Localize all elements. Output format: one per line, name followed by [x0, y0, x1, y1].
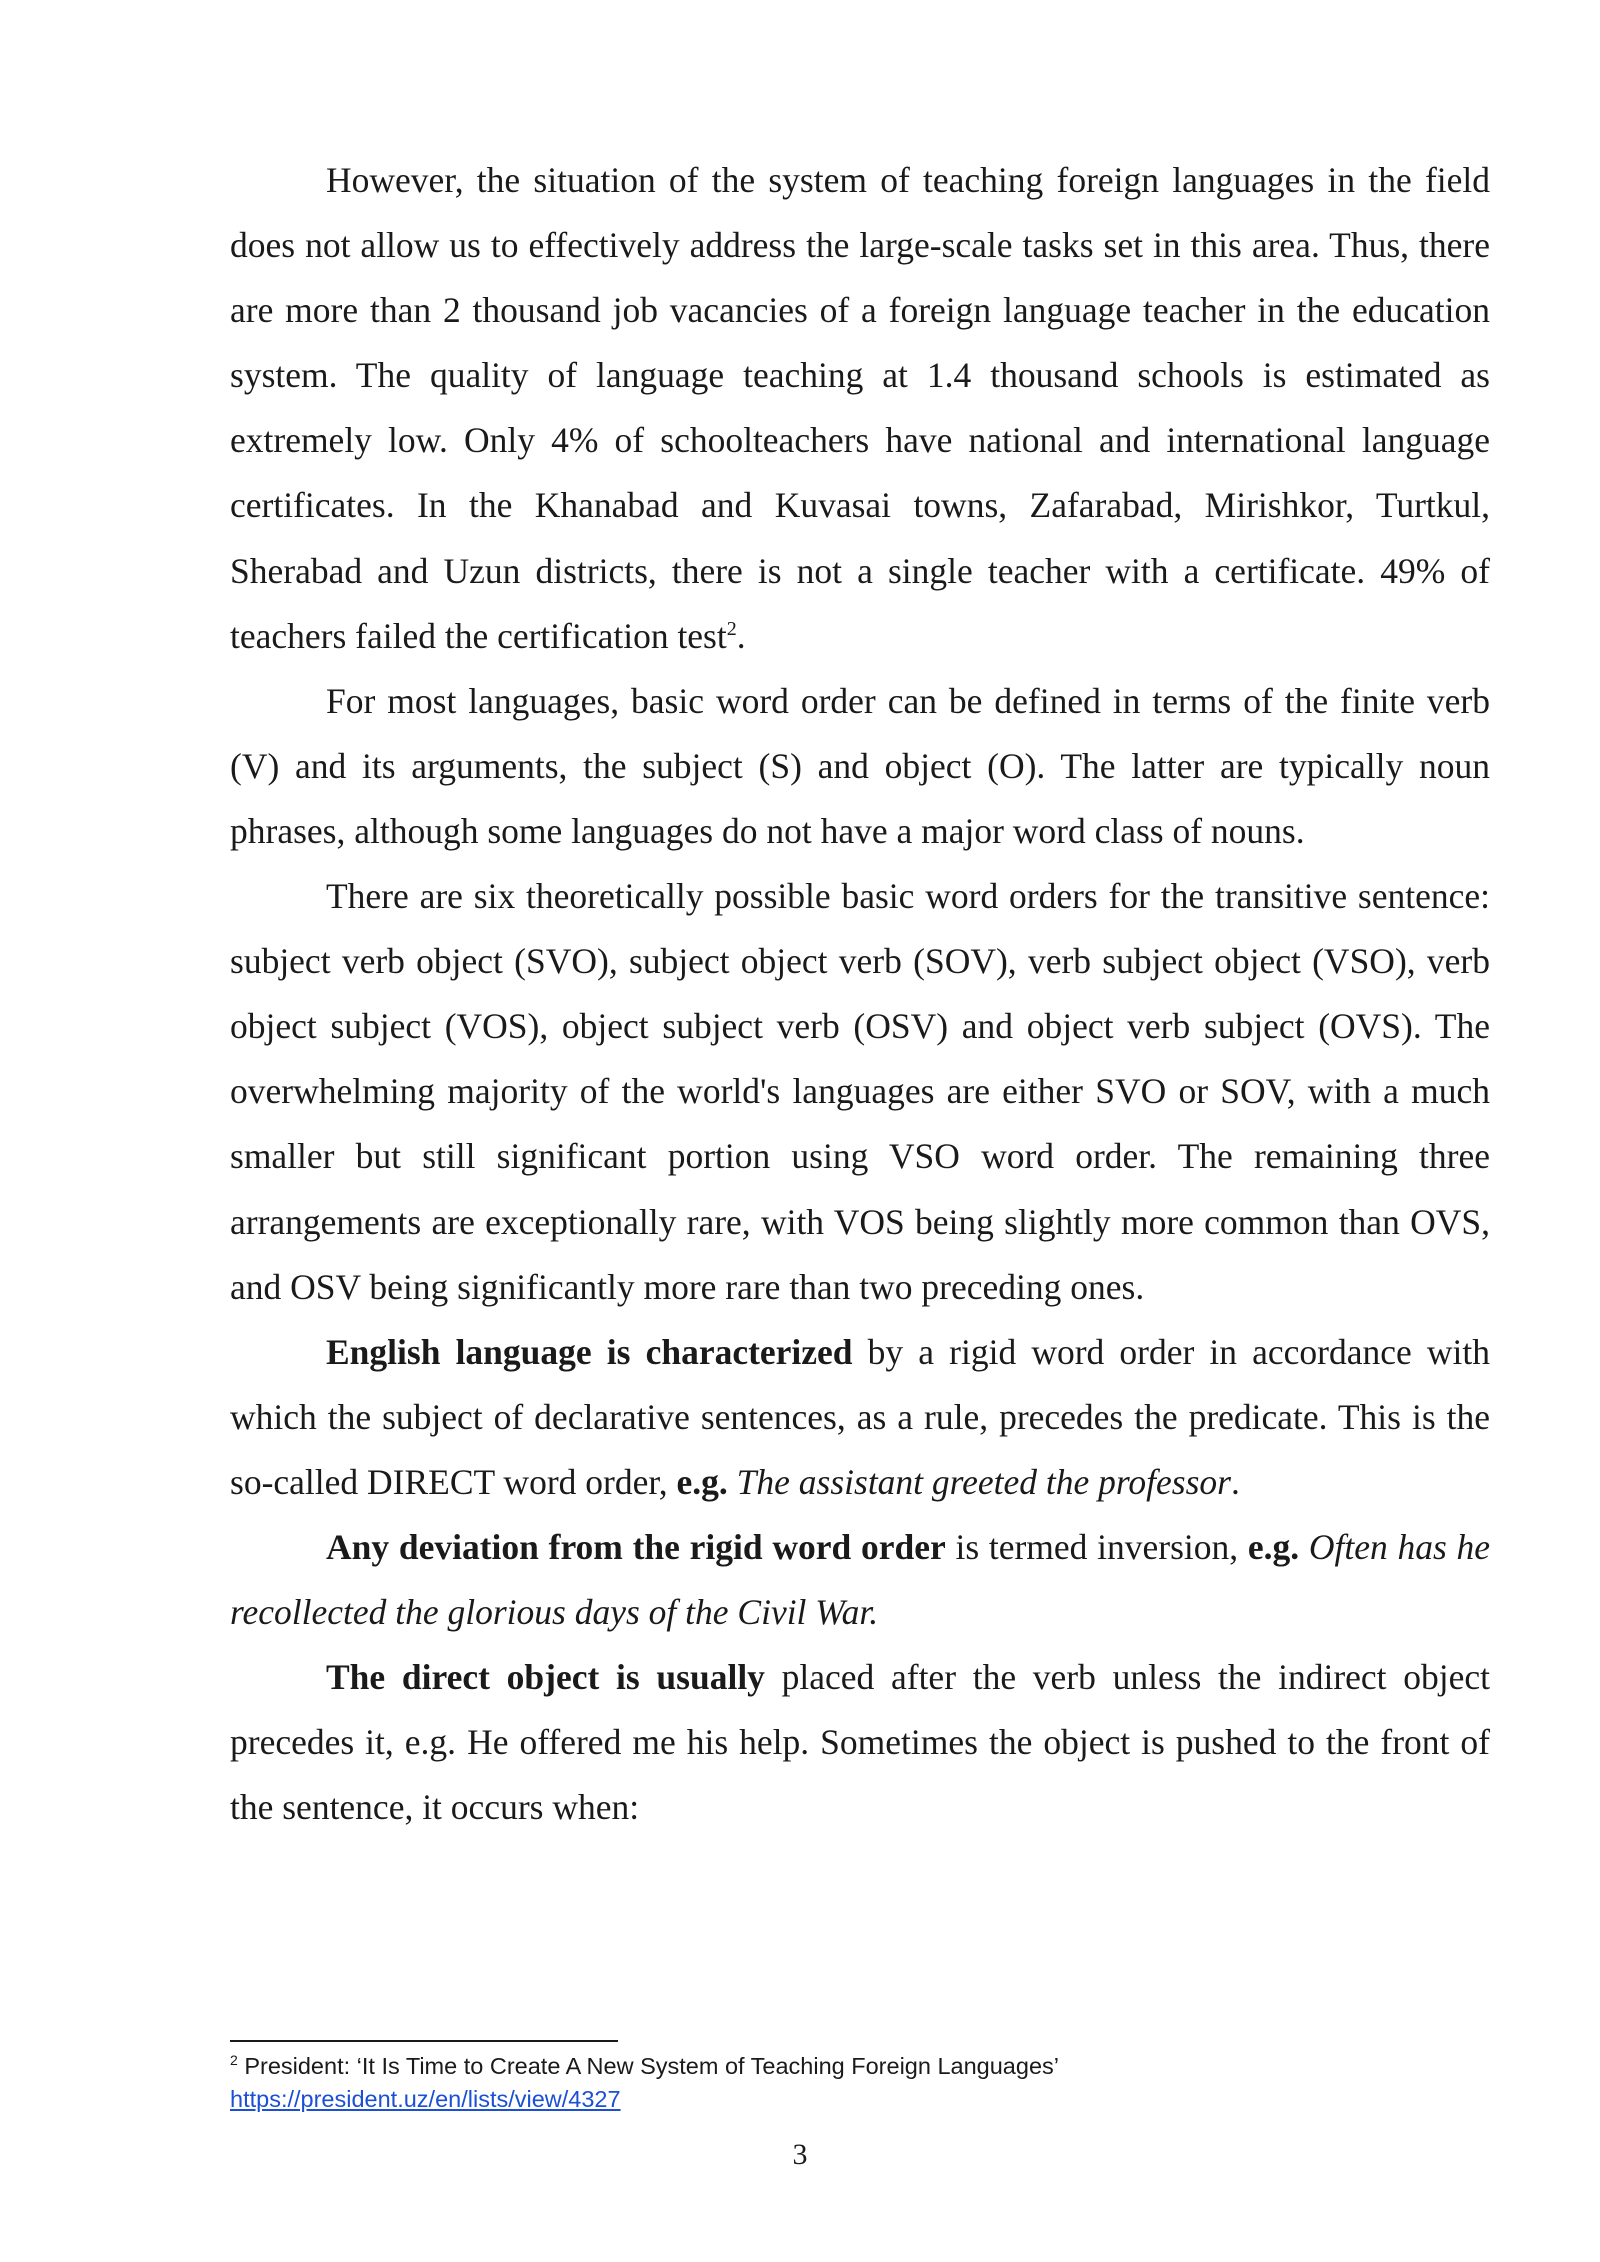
paragraph-inversion — [230, 1515, 1490, 1645]
paragraph-text: is termed inversion, — [945, 1526, 1248, 1567]
example-sentence: Often has he recollected the glorious days of the Civil War. — [230, 1526, 1491, 1633]
paragraph-text: However, the situation of the system of teaching foreign languages in the field does not allow us to effectively address the large-scale tasks set in this area. Thus, there are more than 2 thousand job vacancies of a foreign language teacher in the education system. The quality of language teaching at 1.4 thousand schools is estimated as extremely low. Only 4% of schoolteachers have national and international language certificates. In the Khanabad and Kuvasai towns, Zafarabad, Mirishkor, Turtkul, Sherabad and Uzun districts, there is not a single teacher with a certificate. 49% of teachers failed the certification test — [230, 160, 1490, 656]
footnote-text: President: ‘It Is Time to Create A New System of Teaching Foreign Languages’ — [237, 2053, 1059, 2079]
paragraph-direct-object — [230, 1645, 1490, 1840]
document-body — [230, 148, 1490, 1840]
bold-lead-phrase: Any deviation from the rigid word order — [326, 1526, 946, 1567]
footnote-link[interactable]: https://president.uz/en/lists/view/4327 — [230, 2086, 621, 2112]
footnote-separator — [230, 2040, 618, 2042]
footnote-reference[interactable]: 2 — [726, 617, 737, 640]
paragraph-foreign-language-teaching — [230, 148, 1490, 669]
paragraph-text: by a rigid word order in accordance with which the subject of declarative sentences, as a rule, precedes the predicate. This is the so-called DIRECT word order, — [230, 1331, 1490, 1502]
paragraph-text: For most languages, basic word order can be defined in terms of the finite verb (V) and its arguments, the subject (S) and object (O). The latter are typically noun phrases, although some languages do not have a major word class of nouns. — [230, 680, 1490, 851]
footnote-line — [230, 2050, 1430, 2083]
example-marker: e.g. — [676, 1461, 728, 1502]
footnote-link-line — [230, 2083, 1430, 2116]
example-marker: e.g. — [1247, 1526, 1300, 1567]
footnote — [230, 2050, 1430, 2116]
paragraph-basic-word-order — [230, 669, 1490, 864]
paragraph-text: There are six theoretically possible basic word orders for the transitive sentence: subject verb object (SVO), subject object verb (SOV), verb subject object (VSO), verb object subject (VOS), object subject verb (OSV) and object verb subject (OVS). The overwhelming majority of the world's languages are either SVO or SOV, with a much smaller but still significant portion using VSO word order. The remaining three arrangements are exceptionally rare, with VOS being slightly more common than OVS, and OSV being significantly more rare than two preceding ones. — [230, 876, 1490, 1307]
paragraph-six-word-orders — [230, 864, 1490, 1320]
page-number: 3 — [792, 2138, 808, 2171]
bold-lead-phrase: English language is characterized — [326, 1331, 853, 1372]
paragraph-end-punctuation: . — [736, 615, 746, 656]
paragraph-text: placed after the verb unless the indirect object precedes it, e.g. He offered me his help. Sometimes the object is pushed to the front of the sentence, it occurs when: — [230, 1657, 1490, 1828]
example-sentence: The assistant greeted the professor — [736, 1461, 1231, 1502]
footnote-marker: 2 — [230, 2052, 238, 2069]
paragraph-english-word-order: English language is characterized by a rigid word order in accordance with which the subject of declarative sentences, as a rule, precedes the predicate. This is the so-called DIRECT word order, e.g. The assistant greeted the professor. — [230, 1331, 1490, 1502]
bold-lead-phrase: The direct object is usually — [326, 1657, 765, 1698]
